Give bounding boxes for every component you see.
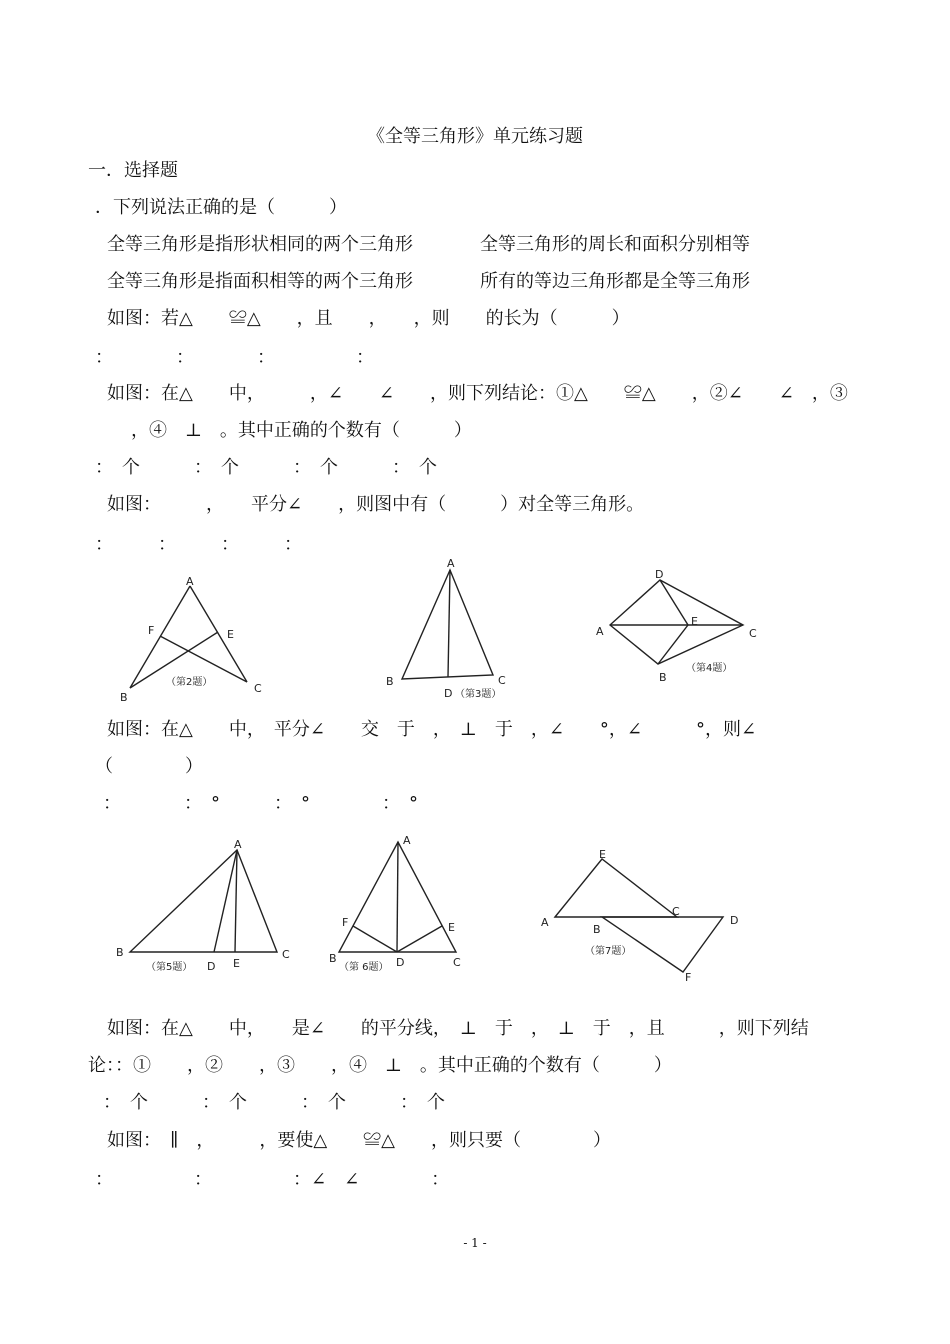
fig7-label-d: D (730, 914, 739, 927)
figure-5 (110, 830, 310, 980)
fig7-label-e: E (599, 848, 606, 861)
fig3-label-c: C (498, 674, 506, 687)
fig2-label-a: A (186, 575, 194, 588)
q4-choices: ： ： ： ： (95, 534, 302, 555)
figure-6 (325, 830, 475, 980)
fig5-caption: （第5题） (146, 962, 193, 973)
fig5-label-c: C (282, 948, 290, 961)
fig4-label-a: A (596, 625, 604, 638)
fig2-label-f: F (148, 624, 155, 637)
fig4-label-b: B (659, 671, 667, 684)
figure-3 (380, 555, 520, 705)
fig6-label-c: C (453, 956, 461, 969)
q1-option-b: 全等三角形的周长和面积分别相等 (480, 234, 750, 255)
fig7-caption: （第7题） (585, 946, 632, 957)
fig4-label-e: E (691, 615, 698, 628)
fig3-label-d: D (444, 687, 453, 700)
fig7-label-c: C (672, 905, 680, 918)
fig4-caption: （第4题） (686, 663, 733, 674)
fig2-label-c: C (254, 682, 262, 695)
q5-choices: ： ： ° ： ° ： ° (103, 793, 418, 814)
section-heading: 一．选择题 (88, 160, 178, 181)
fig6-label-b: B (329, 952, 337, 965)
fig7-label-b: B (593, 923, 601, 936)
fig2-label-e: E (227, 628, 234, 641)
fig6-label-f: F (342, 916, 349, 929)
q6-stem-line2: 论：：① ，② ，③ ，④ ⊥ 。其中正确的个数有（ ） (88, 1055, 672, 1076)
q7-stem: 如图： ∥ ， ，要使△ ≌△ ，则只要（ ） (107, 1130, 611, 1151)
fig2-caption: （第2题） (166, 677, 213, 688)
fig3-label-b: B (386, 675, 394, 688)
q1-option-c: 全等三角形是指面积相等的两个三角形 (107, 271, 413, 292)
q3-stem-line2: ，④ ⊥ 。其中正确的个数有（ ） (131, 420, 472, 441)
page-title: 《全等三角形》单元练习题 (367, 126, 583, 147)
fig6-label-e: E (448, 921, 455, 934)
q5-stem-line2: （ ） (95, 756, 203, 777)
fig6-label-a: A (403, 834, 411, 847)
q2-choices: ： ： ： ： (95, 347, 374, 368)
fig5-label-e: E (233, 957, 240, 970)
q5-stem-line1: 如图：在△ 中， 平分∠ 交 于 ， ⊥ 于 ，∠ °，∠ °，则∠ (107, 719, 757, 740)
fig5-label-a: A (234, 838, 242, 851)
fig6-caption: （第 6题） (339, 962, 389, 973)
fig6-label-d: D (396, 956, 405, 969)
fig3-label-a: A (447, 557, 455, 570)
q7-choices: ： ： ：∠ ∠ ： (95, 1169, 450, 1190)
fig4-label-d: D (655, 568, 664, 581)
page-number: - 1 - (463, 1236, 487, 1250)
fig7-label-f: F (685, 971, 692, 984)
q1-option-a: 全等三角形是指形状相同的两个三角形 (107, 234, 413, 255)
q4-stem: 如图： ， 平分∠ ，则图中有（ ）对全等三角形。 (107, 494, 645, 515)
q2-stem: 如图：若△ ≌△ ，且 ， ，则 的长为（ ） (107, 308, 630, 329)
q6-choices: ： 个 ： 个 ： 个 ： 个 (103, 1092, 445, 1113)
q6-stem-line1: 如图：在△ 中， 是∠ 的平分线， ⊥ 于 ， ⊥ 于 ，且 ，则下列结 (107, 1018, 809, 1039)
q1-option-d: 所有的等边三角形都是全等三角形 (480, 271, 750, 292)
figure-2 (110, 570, 280, 710)
fig7-label-a: A (541, 916, 549, 929)
fig5-label-b: B (116, 946, 124, 959)
q3-choices: ： 个 ： 个 ： 个 ： 个 (95, 457, 437, 478)
figure-7 (535, 840, 755, 990)
fig2-label-b: B (120, 691, 128, 704)
fig4-label-c: C (749, 627, 757, 640)
fig5-label-d: D (207, 960, 216, 973)
q1-stem: ．下列说法正确的是（ ） (95, 197, 347, 218)
figure-4 (590, 565, 770, 685)
q3-stem-line1: 如图：在△ 中， ，∠ ∠ ，则下列结论：①△ ≌△ ，②∠ ∠ ，③ (107, 383, 848, 404)
fig3-caption: （第3题） (455, 689, 502, 700)
